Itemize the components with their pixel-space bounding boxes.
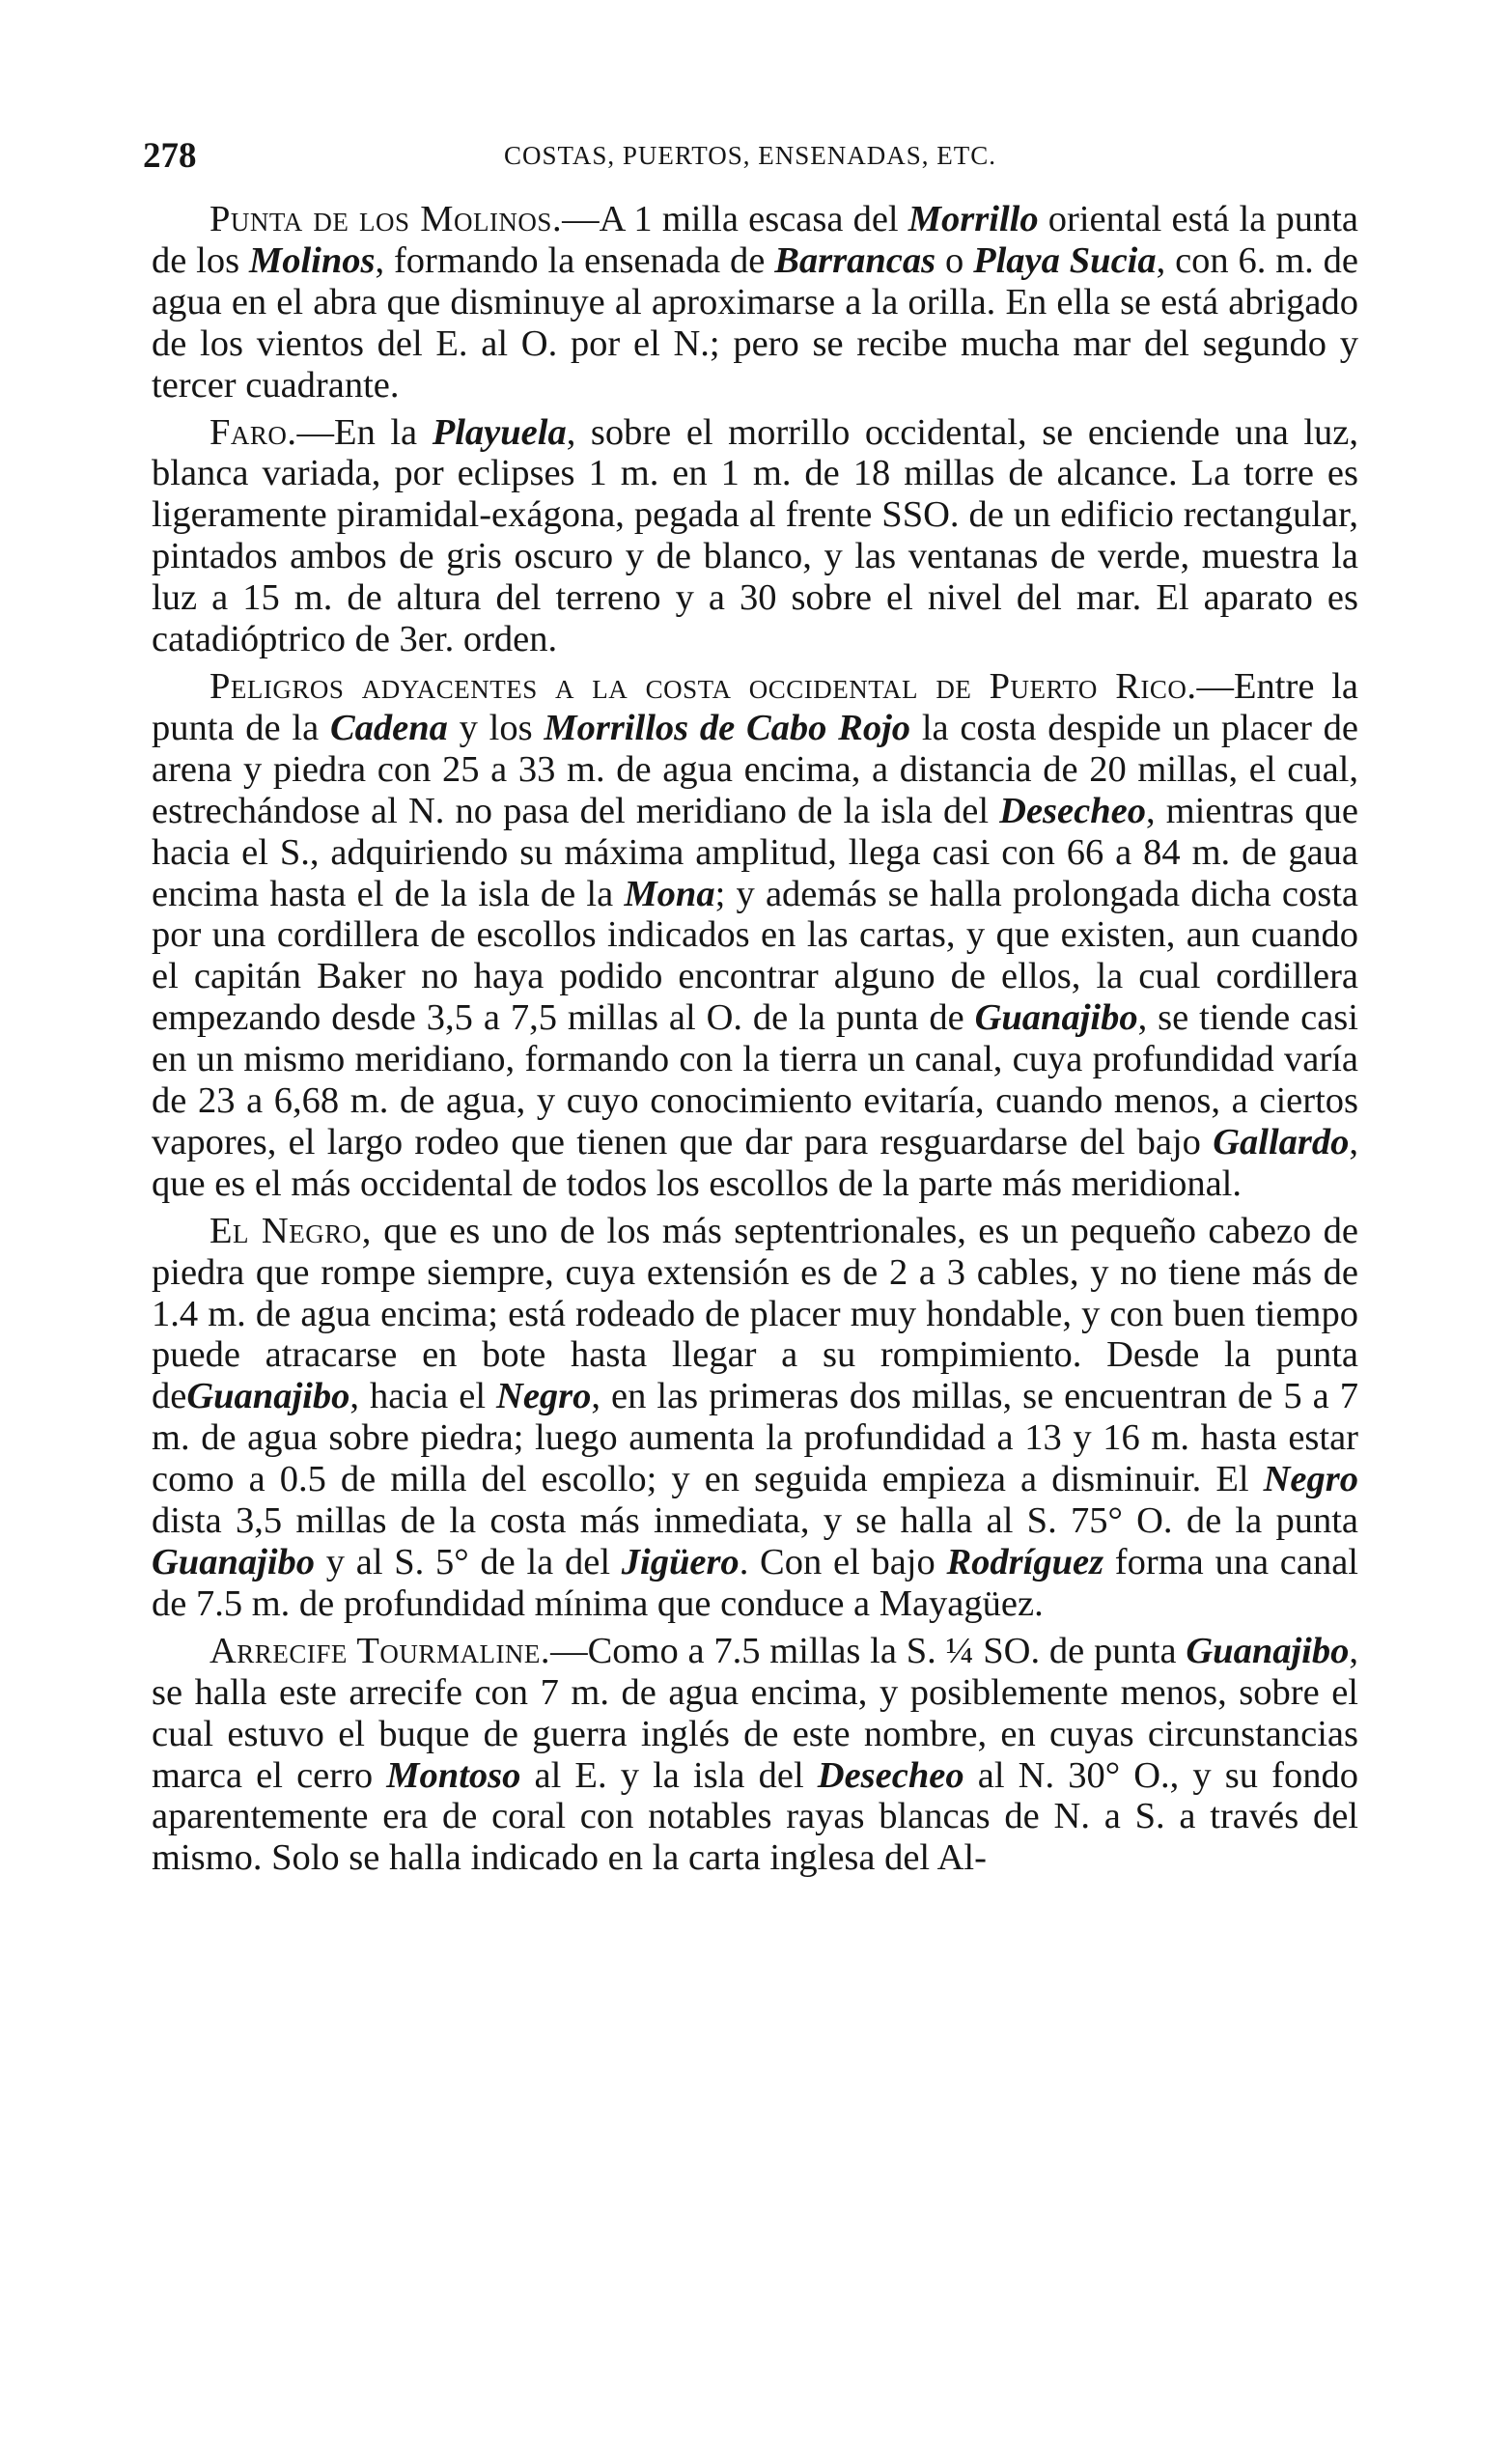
text-run: , sobre el morrillo occidental, se enciende una luz, blanca variada, por eclipses 1 m. en 1 m. de 18 millas de alcance. La torre es ligeramente piramidal-exágona, pegada al frente SSO. de un edificio rectangular, pintados ambos de gris oscuro y de blanco, y las ventanas de verde, muestra la luz a 15 m. de altura del terreno y a 30 sobre el nivel del mar. El aparato es catadióptrico de 3er. orden. bbox=[152, 411, 1358, 660]
text-run: , en las primeras dos millas, se encuentran de 5 a 7 m. de agua sobre piedra; luego aumenta la profundidad a 13 y 16 m. hasta estar como a 0.5 de milla del escollo; y en seguida empieza a disminuir. El bbox=[152, 1376, 1358, 1500]
text-run: , que es el más occidental de todos los escollos de la parte más meridional. bbox=[152, 1121, 1358, 1204]
text-run: , mientras que hacia el S., adquiriendo su máxima amplitud, llega casi con 66 a 84 m. de gaua encima hasta el de la isla de la bbox=[152, 790, 1358, 914]
place-name: Gallardo bbox=[1213, 1121, 1350, 1162]
place-name: Guanajibo bbox=[1186, 1630, 1350, 1671]
place-name: Desecheo bbox=[999, 790, 1146, 831]
paragraph-faro bbox=[152, 412, 1358, 660]
page-number: 278 bbox=[143, 136, 197, 176]
text-run: —Entre la punta de la bbox=[152, 665, 1358, 748]
paragraph-peligros-adyacentes bbox=[152, 666, 1358, 1205]
paragraph-el-negro bbox=[152, 1211, 1358, 1625]
place-name: Guanajibo bbox=[152, 1542, 316, 1582]
place-name: Cadena bbox=[329, 707, 448, 748]
place-name: Rodríguez bbox=[946, 1542, 1104, 1582]
running-head: COSTAS, PUERTOS, ENSENADAS, ETC. bbox=[503, 141, 997, 170]
text-run: la costa despide un placer de arena y piedra con 25 a 33 m. de agua encima, a distancia de 20 millas, el cual, estrechándose al N. no pasa del meridiano de la isla del bbox=[152, 707, 1358, 831]
text-run: . Con el bajo bbox=[739, 1542, 947, 1582]
text-run: al E. y la isla del bbox=[520, 1754, 818, 1796]
text-run: oriental está la punta de los bbox=[152, 199, 1359, 281]
section-heading: Peligros adyacentes a la costa occidental de Puerto Rico. bbox=[209, 665, 1197, 707]
text-run: —En la bbox=[296, 411, 433, 453]
place-name: Morrillo bbox=[908, 199, 1039, 239]
section-heading: Punta de los Molinos. bbox=[209, 199, 563, 239]
text-run: y al S. 5° de la del bbox=[315, 1542, 622, 1582]
place-name: Mona bbox=[624, 873, 715, 914]
page-header bbox=[143, 135, 1357, 182]
text-run: ; y además se halla prolongada dicha costa por una cordillera de escollos indicados en las cartas, y que existen, aun cuando el capitán Baker no haya podido encontrar alguno de ellos, la cual cordillera empezando desde 3,5 a 7,5 millas al O. de la punta de bbox=[152, 873, 1359, 1039]
place-name: Barrancas bbox=[774, 239, 936, 281]
text-run: al N. 30° O., y su fondo aparentemente era de coral con notables rayas blancas de N. a S. a través del mismo. Solo se halla indicado en la carta inglesa del Al- bbox=[152, 1754, 1358, 1879]
text-run: o bbox=[936, 239, 974, 281]
section-heading: Arrecife Tourmaline. bbox=[209, 1630, 551, 1671]
place-name: Morrillos de Cabo Rojo bbox=[544, 707, 911, 748]
text-run: —Como a 7.5 millas la S. ¼ SO. de punta bbox=[550, 1630, 1187, 1671]
place-name: Negro bbox=[1263, 1459, 1358, 1500]
text-run: —A 1 milla escasa del bbox=[562, 199, 908, 239]
text-run: forma una canal de 7.5 m. de profundidad mínima que conduce a Mayagüez. bbox=[152, 1542, 1358, 1624]
text-run: dista 3,5 millas de la costa más inmediata, y se halla al S. 75° O. de la punta bbox=[152, 1500, 1358, 1542]
place-name: Montoso bbox=[386, 1754, 521, 1796]
text-run: , se tiende casi en un mismo meridiano, formando con la tierra un canal, cuya profundidad varía de 23 a 6,68 m. de agua, y cuyo conocimiento evitaría, cuando menos, a ciertos vapores, el largo rodeo que tienen que dar para resguardarse del bajo bbox=[152, 997, 1358, 1162]
text-run: y los bbox=[447, 707, 545, 748]
place-name: Molinos bbox=[248, 239, 376, 281]
text-run: que es uno de los más septentrionales, es un pequeño cabezo de piedra que rompe siempre, cuya extensión es de 2 a 3 cables, y no tiene más de 1.4 m. de agua encima; está rodeado de placer muy hondable, y con buen tiempo puede atracarse en bote hasta llegar a su rompimiento. Desde la punta de bbox=[152, 1210, 1359, 1417]
place-name: Jigüero bbox=[621, 1542, 740, 1582]
text-run: , formando la ensenada de bbox=[375, 239, 775, 281]
place-name: Guanajibo bbox=[186, 1376, 350, 1417]
place-name: Playa Sucia bbox=[973, 239, 1157, 281]
section-heading: El Negro, bbox=[209, 1210, 372, 1251]
place-name: Negro bbox=[496, 1376, 592, 1417]
place-name: Playuela bbox=[432, 411, 567, 453]
text-run: , hacia el bbox=[349, 1376, 497, 1417]
place-name: Guanajibo bbox=[974, 997, 1138, 1039]
section-heading: Faro. bbox=[209, 411, 297, 453]
text-run: , con 6. m. de agua en el abra que disminuye al aproximarse a la orilla. En ella se está abrigado de los vientos del E. al O. por el N.; pero se recibe mucha mar del segundo y tercer cuadrante. bbox=[152, 239, 1358, 406]
body-text bbox=[152, 199, 1358, 1879]
place-name: Desecheo bbox=[817, 1754, 964, 1796]
paragraph-punta-de-los-molinos bbox=[152, 199, 1358, 406]
text-run: , se halla este arrecife con 7 m. de agua encima, y posiblemente menos, sobre el cual estuvo el buque de guerra inglés de este nombre, en cuyas circunstancias marca el cerro bbox=[152, 1630, 1359, 1796]
paragraph-arrecife-tourmaline bbox=[152, 1631, 1358, 1879]
